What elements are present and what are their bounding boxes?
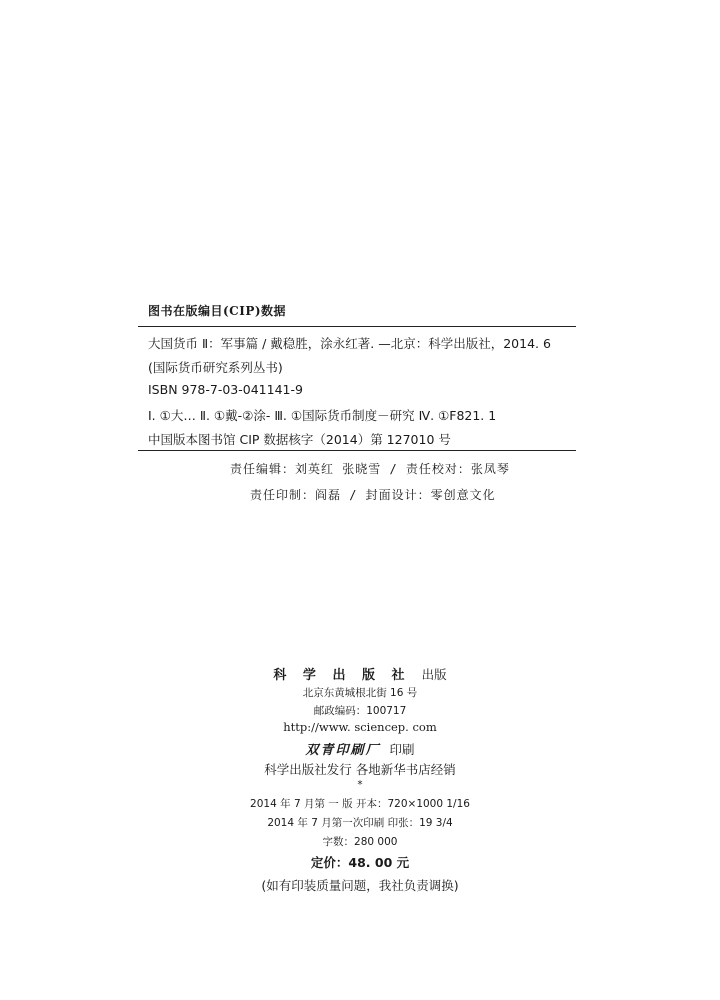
printing-line: 2014 年 7 月第一次印刷 印张：19 3/4 [267,817,453,829]
publisher-address: 北京东黄城根北街 16 号 [302,687,418,699]
printer-suffix: 印刷 [389,742,415,757]
price: 定价：48. 00 元 [310,855,410,870]
cip-title-line: 大国货币 Ⅱ：军事篇 / 戴稳胜，涂永红著. —北京：科学出版社，2014. 6 [148,336,551,351]
editor-credits: 责任编辑：刘英红 张晓雪 / 责任校对：张凤琴 [230,462,510,476]
publisher-line [0,664,720,683]
cip-record-line: 中国版本图书馆 CIP 数据核字（2014）第 127010 号 [148,432,451,447]
cip-isbn-line: ISBN 978-7-03-041141-9 [148,382,303,397]
distribution-line: 科学出版社发行 各地新华书店经销 [264,762,456,777]
quality-notice: (如有印装质量问题，我社负责调换) [261,878,459,893]
cip-subject-line: Ⅰ. ①大… Ⅱ. ①戴-②涂- Ⅲ. ①国际货币制度－研究 Ⅳ. ①F821. 1 [148,408,497,423]
publisher-suffix: 出版 [421,667,447,682]
printer-line [0,739,720,758]
cip-series-line: (国际货币研究系列丛书) [148,360,283,375]
publisher-name: 科 学 出 版 社 [273,668,411,683]
cip-top-rule [138,326,576,327]
edition-line: 2014 年 7 月第 一 版 开本：720×1000 1/16 [250,798,470,810]
word-count: 字数：280 000 [322,836,398,848]
cip-heading: 图书在版编目(CIP)数据 [148,304,287,318]
cip-bottom-rule [138,450,576,451]
production-credits: 责任印制：阎磊 / 封面设计：零创意文化 [250,488,496,502]
printer-name: 双青印刷厂 [305,743,381,758]
website: http://www. sciencep. com [283,720,437,734]
postcode: 邮政编码：100717 [313,705,407,717]
separator-star: * [357,779,363,791]
